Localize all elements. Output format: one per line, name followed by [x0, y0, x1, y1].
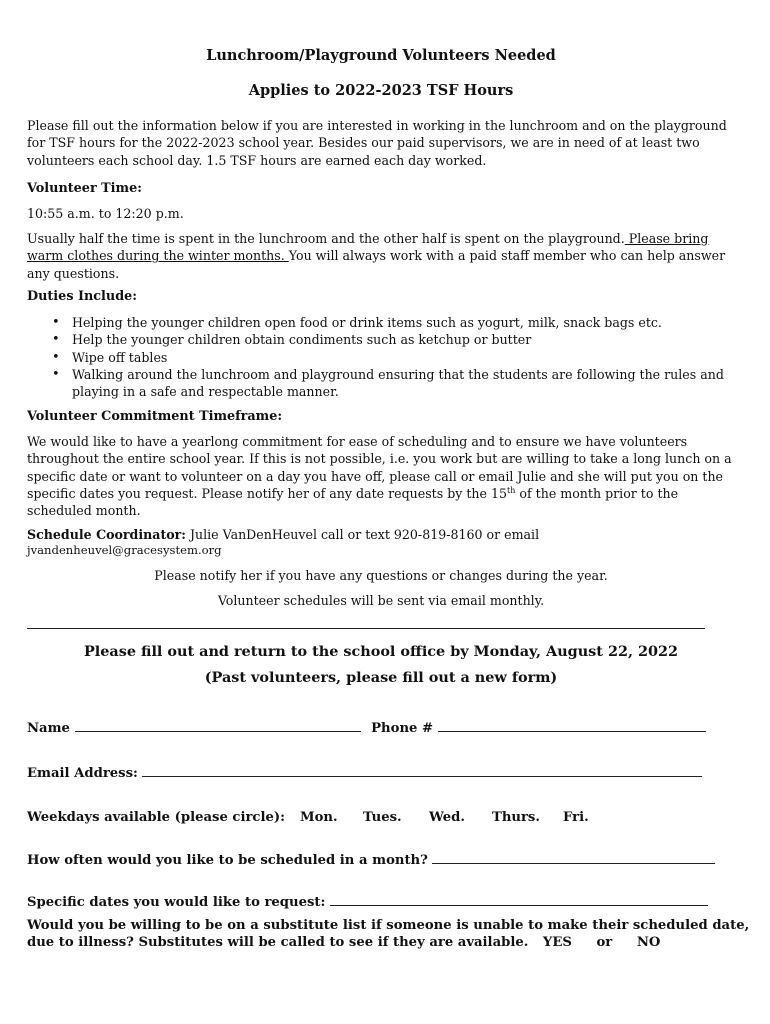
page-title: Lunchroom/Playground Volunteers Needed: [206, 47, 556, 64]
email-label: Email Address:: [27, 766, 138, 781]
commitment-heading: Volunteer Commitment Timeframe:: [27, 409, 283, 424]
notify-note: Please notify her if you have any questions or changes during the year.: [154, 568, 608, 583]
day-option-mon[interactable]: Mon.: [300, 810, 338, 825]
coordinator-email: jvandenheuvel@gracesystem.org: [27, 543, 222, 557]
intro-paragraph: [27, 117, 739, 169]
list-item-continuation: playing in a safe and respectable manner.: [72, 384, 339, 400]
email-row: [27, 764, 702, 781]
frequency-field[interactable]: [432, 851, 715, 864]
intro-line: for TSF hours for the 2022-2023 school year. Besides our paid supervisors, we are in need of at least two: [27, 135, 700, 151]
underlined-text: Please bring: [624, 231, 709, 246]
frequency-label: How often would you like to be scheduled in a month?: [27, 853, 428, 868]
text-segment: Usually half the time is spent in the lunchroom and the other half is spent on the playground.: [27, 231, 625, 246]
day-option-fri[interactable]: Fri.: [563, 810, 589, 825]
day-option-thurs[interactable]: Thurs.: [492, 810, 540, 825]
volunteer-hours: 10:55 a.m. to 12:20 p.m.: [27, 206, 184, 221]
list-item: [52, 366, 742, 401]
list-item-text: • Walking around the lunchroom and playground ensuring that the students are following the rules and: [72, 366, 724, 382]
text-line: specific date or want to volunteer on a day you have off, please call or email Julie and she will put you on the: [27, 468, 724, 484]
duties-heading: Duties Include:: [27, 289, 138, 304]
substitute-yes-option[interactable]: YES: [542, 935, 572, 950]
frequency-row: [27, 851, 715, 868]
return-instruction: Please fill out and return to the school office by Monday, August 22, 2022: [83, 643, 679, 660]
text-line: throughout the entire school year. If this is not possible, i.e. you work but are willing to take a long lunch on a: [27, 451, 732, 467]
name-field[interactable]: [75, 719, 361, 732]
substitute-or-text: or: [596, 935, 613, 950]
intro-line: Please fill out the information below if you are interested in working in the lunchroom and on the playground: [27, 118, 727, 133]
substitute-row: [27, 935, 660, 950]
coordinator-contact: Julie VanDenHeuvel call or text 920-819-8160 or email: [185, 527, 540, 542]
text-segment: You will always work with a paid staff member who can help answer: [288, 248, 726, 264]
page-subtitle: Applies to 2022-2023 TSF Hours: [248, 82, 514, 99]
duties-list: [52, 314, 742, 400]
list-item: • Helping the younger children open food or drink items such as yogurt, milk, snack bags etc.: [52, 314, 742, 331]
schedule-note: Volunteer schedules will be sent via email monthly.: [217, 593, 545, 608]
commitment-paragraph: [27, 433, 739, 519]
text-segment: of the month prior to the: [515, 485, 679, 501]
email-field[interactable]: [142, 764, 702, 777]
dates-label: Specific dates you would like to request:: [27, 895, 326, 910]
list-item: • Wipe off tables: [52, 349, 742, 366]
phone-label: Phone #: [371, 721, 434, 736]
substitute-question: Would you be willing to be on a substitute list if someone is unable to make their scheduled date,: [27, 918, 750, 933]
volunteer-time-heading: Volunteer Time:: [27, 181, 142, 196]
coordinator-label: Schedule Coordinator:: [27, 527, 186, 542]
volunteer-time-paragraph: [27, 230, 739, 282]
section-divider: [27, 628, 705, 629]
day-option-tues[interactable]: Tues.: [363, 810, 402, 825]
text-segment: any questions.: [27, 265, 120, 281]
ordinal-suffix: th: [507, 485, 516, 495]
text-line: We would like to have a yearlong commitment for ease of scheduling and to ensure we have volunteers: [27, 434, 688, 449]
past-volunteers-note: (Past volunteers, please fill out a new form): [204, 669, 558, 686]
dates-row: [27, 893, 708, 910]
day-option-wed[interactable]: Wed.: [429, 810, 465, 825]
list-item: • Help the younger children obtain condiments such as ketchup or butter: [52, 331, 742, 348]
text-segment: specific dates you request. Please notify her of any date requests by the 15: [27, 485, 508, 501]
substitute-question-cont: due to illness? Substitutes will be called to see if they are available.: [27, 935, 529, 950]
phone-field[interactable]: [438, 719, 706, 732]
weekdays-label: Weekdays available (please circle):: [27, 810, 285, 825]
substitute-no-option[interactable]: NO: [636, 935, 661, 950]
name-row: [27, 719, 706, 736]
coordinator-line: [27, 526, 539, 543]
dates-field[interactable]: [330, 893, 708, 906]
name-label: Name: [27, 721, 70, 736]
underlined-text: warm clothes during the winter months.: [27, 248, 289, 264]
intro-line: volunteers each school day. 1.5 TSF hours are earned each day worked.: [27, 152, 487, 168]
text-line: scheduled month.: [27, 503, 141, 519]
